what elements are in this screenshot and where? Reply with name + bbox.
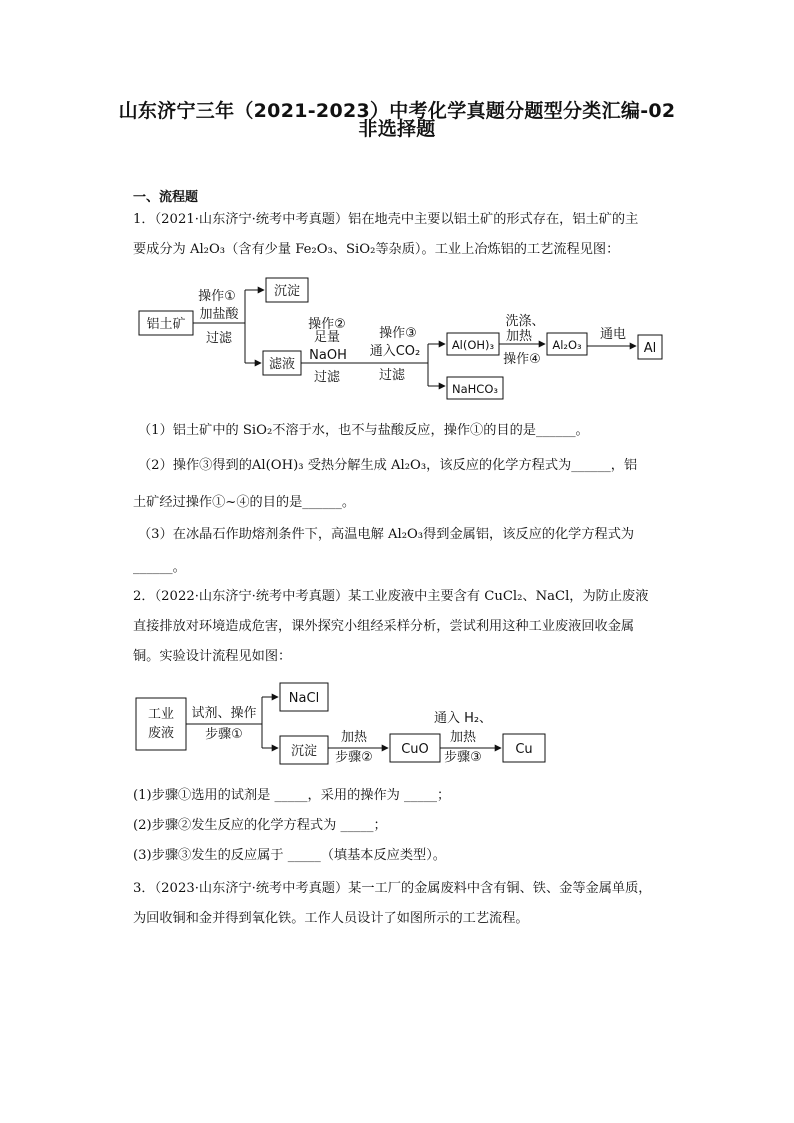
- q2-stem-line1: 2．（2022·山东济宁·统考中考真题）某工业废液中主要含有 CuCl₂、NaCl，为防止废液: [133, 589, 649, 604]
- document-title-line2-text: 非选择题: [358, 118, 436, 140]
- label-al2o3: Al₂O₃: [552, 338, 582, 352]
- op2-label-1: 操作②: [308, 317, 346, 332]
- label-nahco3: NaHCO₃: [452, 382, 498, 396]
- q2-sub1: (1)步骤①选用的试剂是 _____，采用的操作为 _____；: [133, 788, 451, 803]
- label-waste-1: 工业: [147, 707, 175, 722]
- q2-stem-line2: 直接排放对环境造成危害，课外探究小组经采样分析，尝试利用这种工业废液回收金属: [133, 619, 635, 634]
- electrolysis-label: 通电: [599, 327, 627, 342]
- q1-stem-line1: 1．（2021·山东济宁·统考中考真题）铝在地壳中主要以铝土矿的形式存在，铝土矿的主: [133, 212, 639, 227]
- step2-label-2: 步骤②: [335, 750, 373, 765]
- label-ore: 铝土矿: [146, 317, 186, 332]
- label-aloh3: Al(OH)₃: [451, 338, 495, 352]
- label-waste-2: 废液: [147, 726, 175, 741]
- q2-sub2: (2)步骤②发生反应的化学方程式为 _____；: [133, 818, 387, 833]
- section-heading: 一、流程题: [133, 190, 199, 205]
- q1-sub3-line1: （3）在冰晶石作助熔剂条件下，高温电解 Al₂O₃得到金属铝，该反应的化学方程式为: [138, 527, 635, 542]
- label-precipitate: 沉淀: [273, 284, 301, 299]
- op2-label-4: 过滤: [313, 370, 341, 385]
- label-cu: Cu: [515, 742, 533, 757]
- step2-label-1: 加热: [340, 730, 368, 745]
- label-filtrate: 滤液: [268, 357, 296, 372]
- q1-sub2-line2: 土矿经过操作①~④的目的是______。: [133, 495, 356, 510]
- step1-label-1: 试剂、操作: [191, 706, 257, 721]
- op2-label-2: 足量: [313, 330, 341, 345]
- op3-label-2: 通入CO₂: [369, 344, 421, 359]
- op2-label-3: NaOH: [309, 348, 347, 363]
- step3-label-3: 步骤③: [444, 750, 482, 765]
- document-title-line1: 山东济宁三年（2021-2023）中考化学真题分题型分类汇编-02: [118, 100, 676, 122]
- q1-sub3-line2: ______。: [133, 560, 186, 575]
- q1-sub1: （1）铝土矿中的 SiO₂不溶于水，也不与盐酸反应，操作①的目的是______。: [138, 423, 589, 438]
- q1-stem-line2: 要成分为 Al₂O₃（含有少量 Fe₂O₃、SiO₂等杂质）。工业上冶炼铝的工艺流程见图：: [133, 242, 620, 257]
- q1-sub2-line1: （2）操作③得到的Al(OH)₃ 受热分解生成 Al₂O₃，该反应的化学方程式为______，铝: [138, 458, 638, 473]
- op4-label-2: 加热: [505, 329, 533, 344]
- label-cuo: CuO: [401, 742, 429, 757]
- q3-stem-line2: 为回收铜和金并得到氧化铁。工作人员设计了如图所示的工艺流程。: [133, 911, 529, 926]
- step3-label-2: 加热: [449, 730, 477, 745]
- box-waste: [136, 698, 186, 750]
- q2-stem-line3: 铜。实验设计流程见如图：: [133, 649, 292, 664]
- op4-label-3: 操作④: [503, 352, 541, 367]
- q3-stem-line1: 3．（2023·山东济宁·统考中考真题）某一工厂的金属废料中含有铜、铁、金等金属单质，: [133, 881, 652, 896]
- op3-label-1: 操作③: [379, 326, 417, 341]
- op3-label-3: 过滤: [378, 368, 406, 383]
- q2-sub3: (3)步骤③发生的反应属于 _____（填基本反应类型）。: [133, 848, 446, 863]
- q1-flow-diagram: [0, 275, 794, 405]
- step1-label-2: 步骤①: [205, 727, 243, 742]
- q2-flow-diagram: [0, 678, 794, 773]
- op4-label-1: 洗涤、: [505, 314, 545, 329]
- label-precipitate-2: 沉淀: [290, 744, 318, 759]
- label-al: Al: [643, 341, 657, 356]
- op1-label-1: 操作①: [198, 289, 236, 304]
- op1-label-2: 加盐酸: [199, 307, 239, 322]
- step3-label-1: 通入 H₂、: [433, 711, 493, 726]
- label-nacl: NaCl: [288, 691, 320, 706]
- op1-label-3: 过滤: [205, 331, 233, 346]
